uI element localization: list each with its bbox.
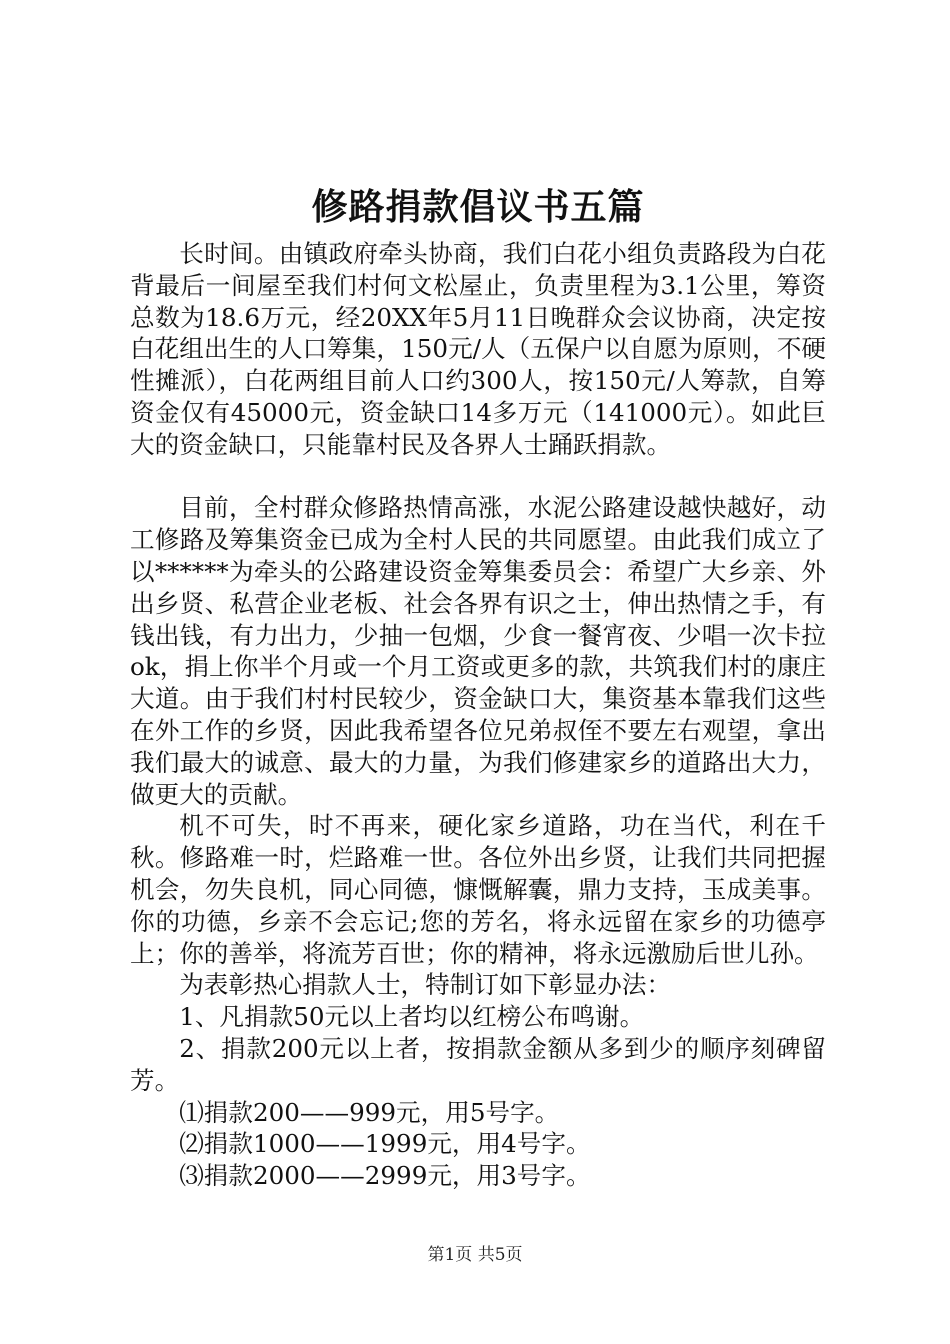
list-item-rule-1: 1、凡捐款50元以上者均以红榜公布鸣谢。 — [179, 1002, 645, 1032]
paragraph-funding-background: 长时间。由镇政府牵头协商，我们白花小组负责路段为白花背最后一间屋至我们村何文松屋止，负责里程为3.1公里，筹资总数为18.6万元，经20XX年5月11日晚群众会议协商，决定按白花组出生的人口筹集，150元/人（五保户以自愿为原则，不硬性摊派），白花两组目前人口约300人，按150元/人筹款，自筹资金仅有45000元，资金缺口14多万元（141000元）。如此巨大的资金缺口，只能靠村民及各界人士踊跃捐款。 — [130, 239, 826, 459]
list-item-tier-3: ⑶捐款2000——2999元，用3号字。 — [179, 1161, 591, 1191]
list-item-tier-2: ⑵捐款1000——1999元，用4号字。 — [179, 1129, 591, 1159]
paragraph-appeal: 目前，全村群众修路热情高涨，水泥公路建设越快越好，动工修路及筹集资金已成为全村人民的共同愿望。由此我们成立了以******为牵头的公路建设资金筹集委员会：希望广大乡亲、外出乡贤、私营企业老板、社会各界有识之士，伸出热情之手，有钱出钱，有力出力，少抽一包烟，少食一餐宵夜、少唱一次卡拉ok，捐上你半个月或一个月工资或更多的款，共筑我们村的康庄大道。由于我们村村民较少，资金缺口大，集资基本靠我们这些在外工作的乡贤，因此我希望各位兄弟叔侄不要左右观望，拿出我们最大的诚意、最大的力量，为我们修建家乡的道路出大力，做更大的贡献。 — [130, 493, 826, 809]
list-item-rule-2: 2、捐款200元以上者，按捐款金额从多到少的顺序刻碑留芳。 — [130, 1033, 826, 1095]
page-indicator: 第1页 共5页 — [427, 1245, 523, 1265]
document-title: 修路捐款倡议书五篇 — [311, 186, 645, 228]
paragraph-opportunity: 机不可失，时不再来，硬化家乡道路，功在当代，利在千秋。修路难一时，烂路难一世。各位外出乡贤，让我们共同把握机会，勿失良机，同心同德，慷慨解囊，鼎力支持，玉成美事。你的功德，乡亲不会忘记;您的芳名，将永远留在家乡的功德亭上；你的善举，将流芳百世；你的精神，将永远激励后世儿孙。 — [130, 811, 826, 968]
document-page — [130, 180, 826, 1192]
page-footer — [0, 1243, 950, 1267]
list-item-tier-1: ⑴捐款200——999元，用5号字。 — [179, 1097, 560, 1127]
document-body — [130, 238, 826, 1192]
paragraph-recognition-intro: 为表彰热心捐款人士，特制订如下彰显办法： — [179, 970, 672, 1000]
